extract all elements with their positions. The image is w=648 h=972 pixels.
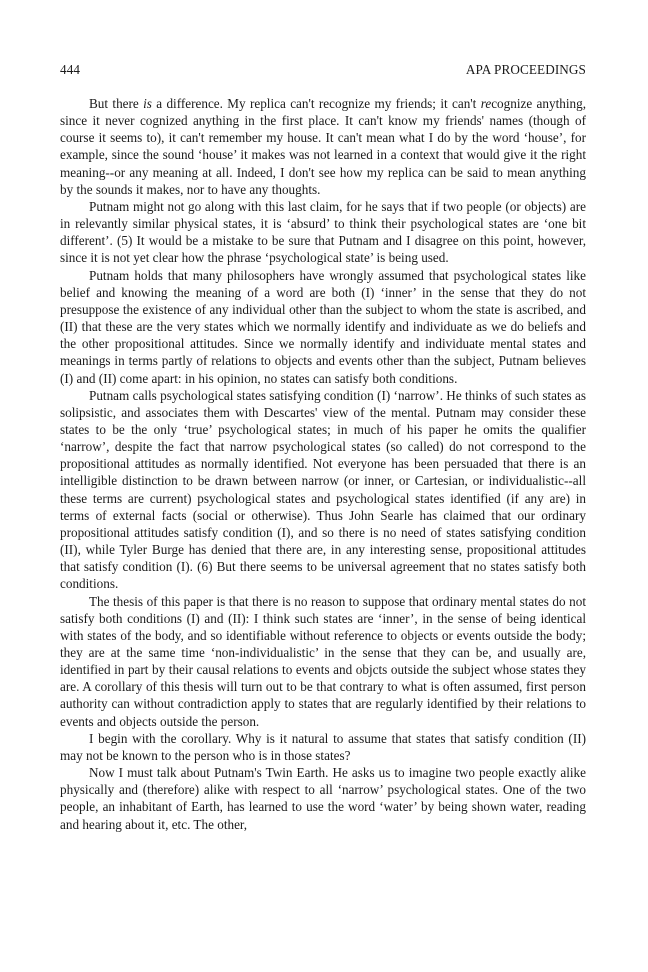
paragraph-text: Putnam holds that many philosophers have wrongly assumed that psychological states like belief and knowing the meaning of a word are both (I) ‘inner’ in the sense that they do not presuppose the existence of any individual other than the subject to whom the state is ascribed, and (II) that these are the very states which we normally identify and individuate as we do beliefs and the other propositional attitudes. Since we normally identify and individuate mental states and meanings in terms partly of relations to objects and events other than the subject, Putnam believes (I) and (II) come apart: in his opinion, no states can satisfy both conditions. [60, 267, 586, 386]
paragraph [60, 198, 586, 267]
paragraph-text: Putnam might not go along with this last claim, for he says that if two people (or objects) are in relevantly similar physical states, it is ‘absurd’ to think their psychological states are ‘one bit different’. (5) It would be a mistake to be sure that Putnam and I disagree on this point, however, since it is not yet clear how the phrase ‘psychological state’ is being used. [60, 198, 586, 266]
paragraph [60, 593, 586, 730]
paragraph [60, 95, 586, 198]
paragraph [60, 764, 586, 833]
page-number: 444 [60, 62, 81, 77]
paragraph-text: a difference. My replica can't recognize my friends; it can't [151, 96, 481, 111]
paragraph-text: The thesis of this paper is that there is no reason to suppose that ordinary mental states do not satisfy both conditions (I) and (II): I think such states are ‘inner’, in the sense of being identical with states of the body, and so identifiable without reference to objects or events outside the body; they are at the same time ‘non-individualistic’ in the sense that they can be, and usually are, identified in part by their causal relations to events and objcts outside the subject whose states they are. A corollary of this thesis will turn out to be that contrary to what is often assumed, first person authority can without contradiction apply to states that are regularly identified by their relations to events and objects outside the person. [60, 593, 586, 729]
page [60, 62, 586, 833]
paragraph-text: I begin with the corollary. Why is it natural to assume that states that satisfy condition (II) may not be known to the person who is in those states? [60, 730, 586, 763]
running-title: APA PROCEEDINGS [465, 62, 586, 77]
paragraph [60, 730, 586, 764]
running-head [60, 62, 586, 78]
paragraph-text: But there [89, 96, 144, 111]
paragraph-text: Putnam calls psychological states satisfying condition (I) ‘narrow’. He thinks of such states as solipsistic, and associates them with Descartes' view of the mental. Putnam may consider these states to be the only ‘true’ psychological states; in much of his paper he omits the qualifier ‘narrow’, despite the fact that narrow psychological states (so called) do not correspond to the propositional attitudes as normally identified. Not everyone has been persuaded that there is an intelligible distinction to be drawn between narrow (or inner, or Cartesian, or individualistic--all these terms are current) psychological states and psychological states identified (if any are) in terms of external facts (social or otherwise). Thus John Searle has claimed that our ordinary propositional attitudes satisfy condition (I), and so there is no need of states satisfying condition (II), while Tyler Burge has denied that there are, in any interesting sense, propositional attitudes that satisfy condition (I). (6) But there seems to be universal agreement that no states satisfy both conditions. [60, 387, 586, 592]
italic-text: re [480, 96, 492, 111]
paragraph [60, 267, 586, 387]
body-text [60, 95, 586, 833]
paragraph-text: Now I must talk about Putnam's Twin Earth. He asks us to imagine two people exactly alike physically and (therefore) alike with respect to all ‘narrow’ psychological states. One of the two people, an inhabitant of Earth, has learned to use the word ‘water’ by being shown water, reading and hearing about it, etc. The other, [60, 765, 586, 832]
paragraph [60, 387, 586, 593]
paragraph-text: cognize anything, since it never cognized anything in the first place. It can't know my friends' names (though of course it seems to), it can't remember my house. It can't mean what I do by the word ‘house’, for example, since the sound ‘house’ it makes was not learned in a context that would give it the right meaning--or any meaning at all. Indeed, I don't see how my replica can be said to mean anything by the sounds it makes, nor to have any thoughts. [60, 96, 586, 197]
italic-text: is [143, 96, 152, 111]
